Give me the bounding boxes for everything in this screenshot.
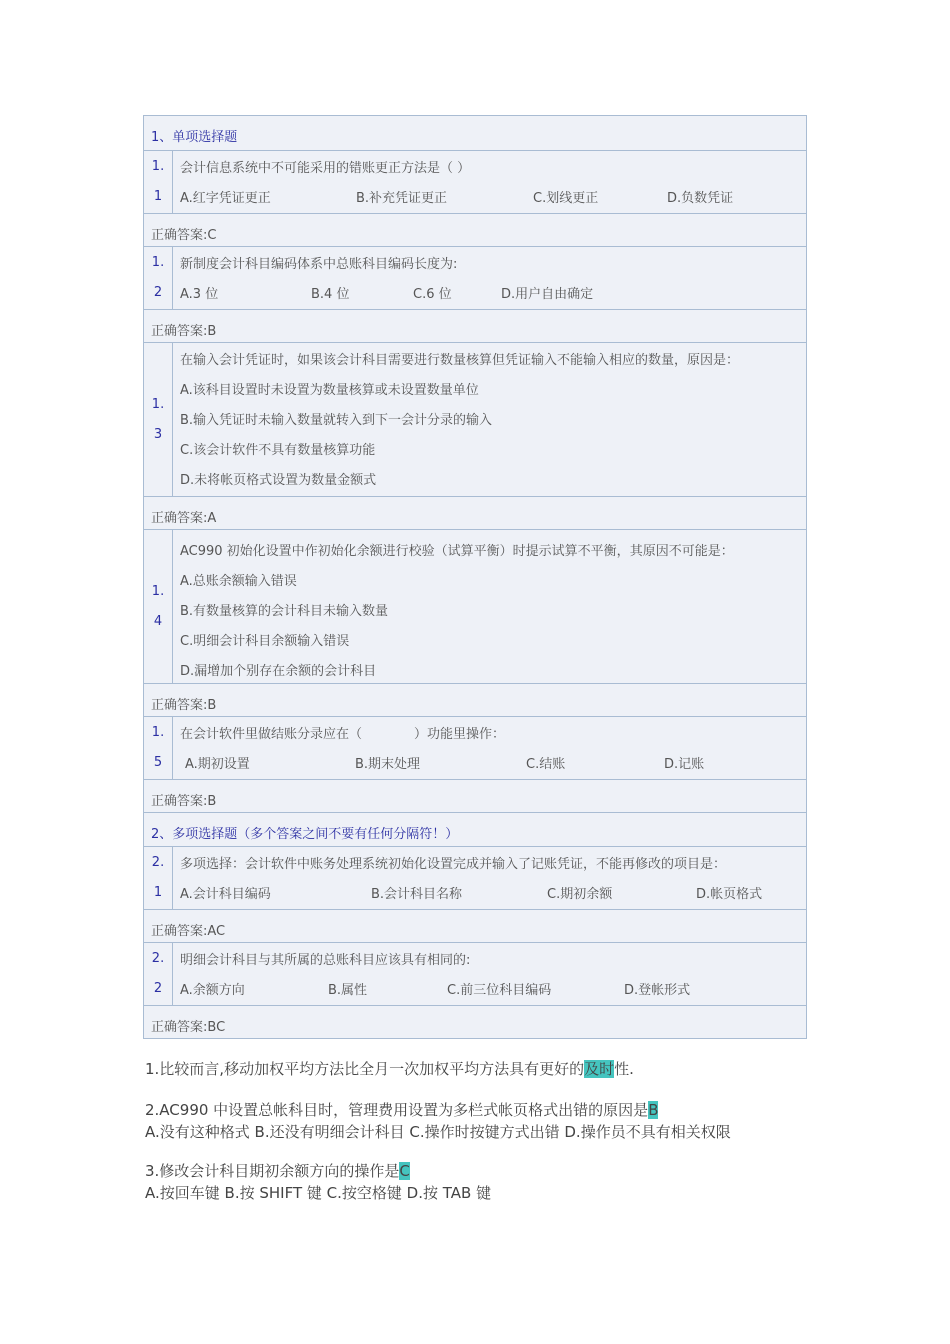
question-number: 1. 1 [144, 151, 173, 213]
option-c: C.明细会计科目余额输入错误 [180, 634, 350, 649]
option-b: B.会计科目名称 [371, 887, 463, 902]
question-2-1 [144, 846, 806, 909]
quiz-table [143, 115, 807, 1039]
question-1-2 [144, 246, 806, 309]
options-row [180, 976, 806, 1006]
options-row [180, 750, 806, 780]
answer-1-5: 正确答案:B [144, 779, 806, 812]
question-1-4 [144, 529, 806, 683]
option-d: D.登帐形式 [624, 983, 691, 998]
question-number: 1. 4 [144, 530, 173, 683]
option-a: A.余额方向 [180, 983, 245, 998]
question-number: 1. 3 [144, 343, 173, 496]
option-a: A.会计科目编码 [180, 887, 271, 902]
option-d: D.用户自由确定 [501, 287, 594, 302]
extra-question-2: 2.AC990 中设置总帐科目时，管理费用设置为多栏式帐页格式出错的原因是B [145, 1101, 659, 1119]
answer-1-3: 正确答案:A [144, 496, 806, 529]
question-stem: 新制度会计科目编码体系中总账科目编码长度为: [180, 257, 458, 272]
option-b: B.补充凭证更正 [356, 191, 448, 206]
answer-highlight: C [399, 1162, 410, 1180]
answer-highlight: 及时 [584, 1060, 615, 1078]
option-a: A.红字凭证更正 [180, 191, 271, 206]
option-d: D.记账 [664, 757, 705, 772]
option-a: A.该科目设置时未设置为数量核算或未设置数量单位 [180, 383, 479, 398]
question-2-2 [144, 942, 806, 1005]
answer-2-2: 正确答案:BC [144, 1005, 806, 1038]
option-c: C.该会计软件不具有数量核算功能 [180, 443, 376, 458]
question-1-5 [144, 716, 806, 779]
option-d: D.未将帐页格式设置为数量金额式 [180, 473, 377, 488]
extra-question-1: 1.比较而言,移动加权平均方法比全月一次加权平均方法具有更好的及时性. [145, 1060, 634, 1078]
section-title-multi: 2、多项选择题（多个答案之间不要有任何分隔符！） [144, 812, 806, 846]
option-c: C.结账 [526, 757, 566, 772]
question-number: 1. 2 [144, 247, 173, 309]
extra-question-3-options: A.按回车键 B.按 SHIFT 键 C.按空格键 D.按 TAB 键 [145, 1184, 492, 1202]
question-stem: 在输入会计凭证时，如果该会计科目需要进行数量核算但凭证输入不能输入相应的数量，原因是： [180, 353, 740, 368]
answer-1-4: 正确答案:B [144, 683, 806, 716]
answer-highlight: B [648, 1101, 659, 1119]
question-stem: 会计信息系统中不可能采用的错账更正方法是（ ） [180, 161, 471, 176]
question-number: 2. 1 [144, 847, 173, 909]
option-b: B.期末处理 [355, 757, 421, 772]
option-d: D.漏增加个别存在余额的会计科目 [180, 664, 377, 679]
options-row [180, 280, 806, 310]
option-c: C.前三位科目编码 [447, 983, 552, 998]
question-1-1 [144, 150, 806, 213]
option-d: D.负数凭证 [667, 191, 734, 206]
answer-1-1: 正确答案:C [144, 213, 806, 246]
question-stem: 在会计软件里做结账分录应在（ ）功能里操作： [180, 727, 506, 742]
options-row [180, 880, 806, 910]
option-b: B.输入凭证时未输入数量就转入到下一会计分录的输入 [180, 413, 493, 428]
option-c: C.6 位 [413, 287, 452, 302]
option-b: B.属性 [328, 983, 368, 998]
answer-1-2: 正确答案:B [144, 309, 806, 342]
answer-2-1: 正确答案:AC [144, 909, 806, 942]
extra-question-3: 3.修改会计科目期初余额方向的操作是C [145, 1162, 410, 1180]
option-b: B.4 位 [311, 287, 350, 302]
question-stem: 多项选择：会计软件中账务处理系统初始化设置完成并输入了记账凭证，不能再修改的项目是： [180, 857, 727, 872]
extra-question-2-options: A.没有这种格式 B.还没有明细会计科目 C.操作时按键方式出错 D.操作员不具有相关权限 [145, 1123, 731, 1141]
option-c: C.期初余额 [547, 887, 613, 902]
question-stem: AC990 初始化设置中作初始化余额进行校验（试算平衡）时提示试算不平衡，其原因不可能是： [180, 544, 734, 559]
question-1-3 [144, 342, 806, 496]
option-b: B.有数量核算的会计科目未输入数量 [180, 604, 389, 619]
section-title-single: 1、单项选择题 [151, 130, 238, 145]
option-a: A.期初设置 [185, 757, 250, 772]
question-stem: 明细会计科目与其所属的总账科目应该具有相同的: [180, 953, 471, 968]
question-number: 2. 2 [144, 943, 173, 1005]
question-number: 1. 5 [144, 717, 173, 779]
options-row [180, 184, 806, 214]
option-d: D.帐页格式 [696, 887, 763, 902]
option-c: C.划线更正 [533, 191, 599, 206]
option-a: A.总账余额输入错误 [180, 574, 297, 589]
option-a: A.3 位 [180, 287, 219, 302]
